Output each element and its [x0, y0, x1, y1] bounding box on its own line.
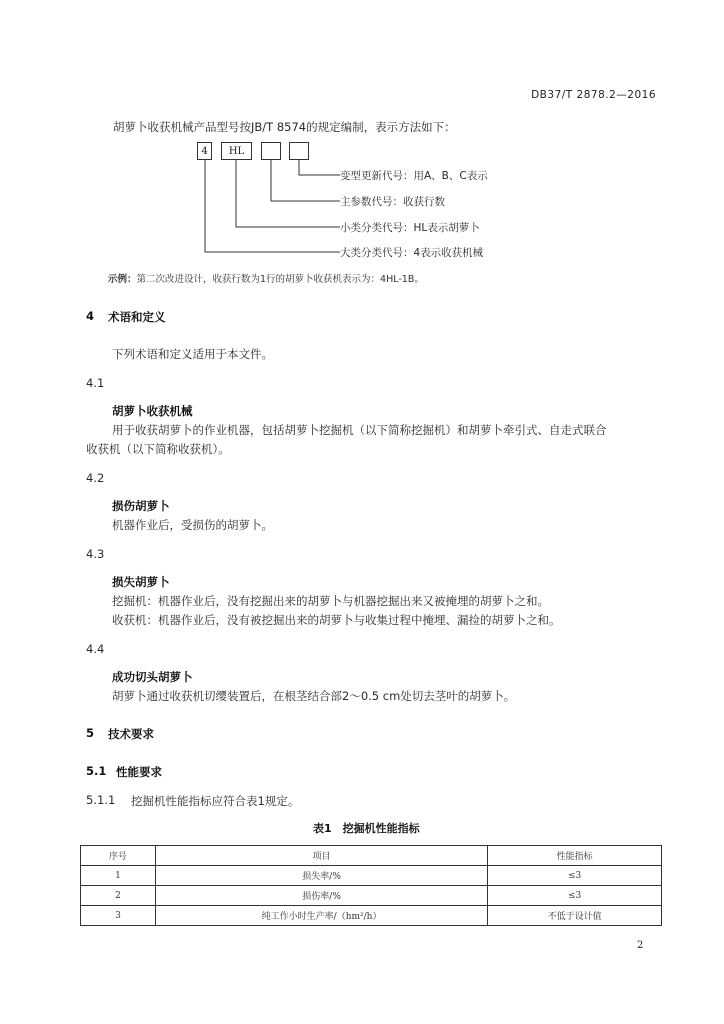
table-header-row — [81, 846, 662, 866]
page-number: 2 — [637, 940, 644, 951]
term-4-3-definition-line1: 挖掘机：机器作业后，没有挖掘出来的胡萝卜与机器挖掘出来又被掩埋的胡萝卜之和。 — [112, 594, 549, 608]
clause-5-1-1-text: 挖掘机性能指标应符合表1规定。 — [131, 794, 300, 808]
table-cell: 2 — [81, 886, 156, 906]
section-5-number: 5 — [86, 726, 95, 740]
table-header-cell: 项目 — [155, 846, 487, 866]
term-4-2-number: 4.2 — [86, 471, 105, 485]
table-row — [81, 866, 662, 886]
term-4-1-definition-line1: 用于收获胡萝卜的作业机器，包括胡萝卜挖掘机（以下简称挖掘机）和胡萝卜牵引式、自走式联合 — [112, 423, 607, 437]
table-cell: 损伤率/% — [155, 886, 487, 906]
term-4-2-definition: 机器作业后，受损伤的胡萝卜。 — [112, 518, 273, 532]
table-row — [81, 906, 662, 926]
table-header-cell: 序号 — [81, 846, 156, 866]
model-label-subcategory: 小类分类代号：HL表示胡萝卜 — [340, 222, 480, 234]
term-4-3-number: 4.3 — [86, 547, 105, 561]
table-cell: ≤3 — [488, 886, 662, 906]
term-4-1-title: 胡萝卜收获机械 — [112, 404, 193, 418]
model-label-category: 大类分类代号：4表示收获机械 — [340, 247, 484, 259]
section-4-number: 4 — [86, 309, 95, 323]
term-4-4-title: 成功切头胡萝卜 — [112, 670, 193, 684]
table-header-cell: 性能指标 — [488, 846, 662, 866]
model-intro-text: 胡萝卜收获机械产品型号按JB/T 8574的规定编制，表示方法如下： — [113, 120, 456, 134]
table-cell: 1 — [81, 866, 156, 886]
performance-table — [80, 845, 662, 926]
example-note — [108, 271, 424, 285]
table-cell: 不低于设计值 — [488, 906, 662, 926]
term-4-4-definition: 胡萝卜通过收获机切缨装置后，在根茎结合部2～0.5 cm处切去茎叶的胡萝卜。 — [112, 689, 516, 703]
section-5-title: 技术要求 — [108, 727, 154, 741]
section-5-1-title: 性能要求 — [116, 765, 162, 779]
model-label-main-parameter: 主参数代号：收获行数 — [340, 196, 445, 208]
model-label-variant: 变型更新代号：用A、B、C表示 — [340, 170, 488, 182]
table-cell: 损失率/% — [155, 866, 487, 886]
term-4-1-number: 4.1 — [86, 376, 105, 390]
term-4-1-definition-line2: 收获机（以下简称收获机）。 — [86, 442, 230, 456]
table-row — [81, 886, 662, 906]
term-4-4-number: 4.4 — [86, 642, 105, 656]
model-box-category: 4 — [197, 142, 212, 160]
model-box-subcategory: HL — [221, 142, 252, 160]
section-4-title: 术语和定义 — [108, 310, 166, 324]
table-cell: ≤3 — [488, 866, 662, 886]
section-5-1-number: 5.1 — [86, 764, 107, 778]
term-4-3-title: 损失胡萝卜 — [112, 575, 170, 589]
section-4-intro: 下列术语和定义适用于本文件。 — [112, 347, 273, 361]
clause-5-1-1-number: 5.1.1 — [86, 793, 116, 807]
table-cell: 3 — [81, 906, 156, 926]
table-cell: 纯工作小时生产率/（hm²/h） — [155, 906, 487, 926]
term-4-2-title: 损伤胡萝卜 — [112, 499, 170, 513]
example-text: 第二次改进设计，收获行数为1行的胡萝卜收获机表示为：4HL-1B。 — [136, 274, 424, 285]
table-1-caption: 表1 挖掘机性能指标 — [313, 822, 420, 835]
example-prefix: 示例： — [108, 274, 137, 285]
standard-code: DB37/T 2878.2—2016 — [531, 89, 656, 101]
term-4-3-definition-line2: 收获机：机器作业后，没有被挖掘出来的胡萝卜与收集过程中掩埋、漏捡的胡萝卜之和。 — [112, 613, 561, 627]
